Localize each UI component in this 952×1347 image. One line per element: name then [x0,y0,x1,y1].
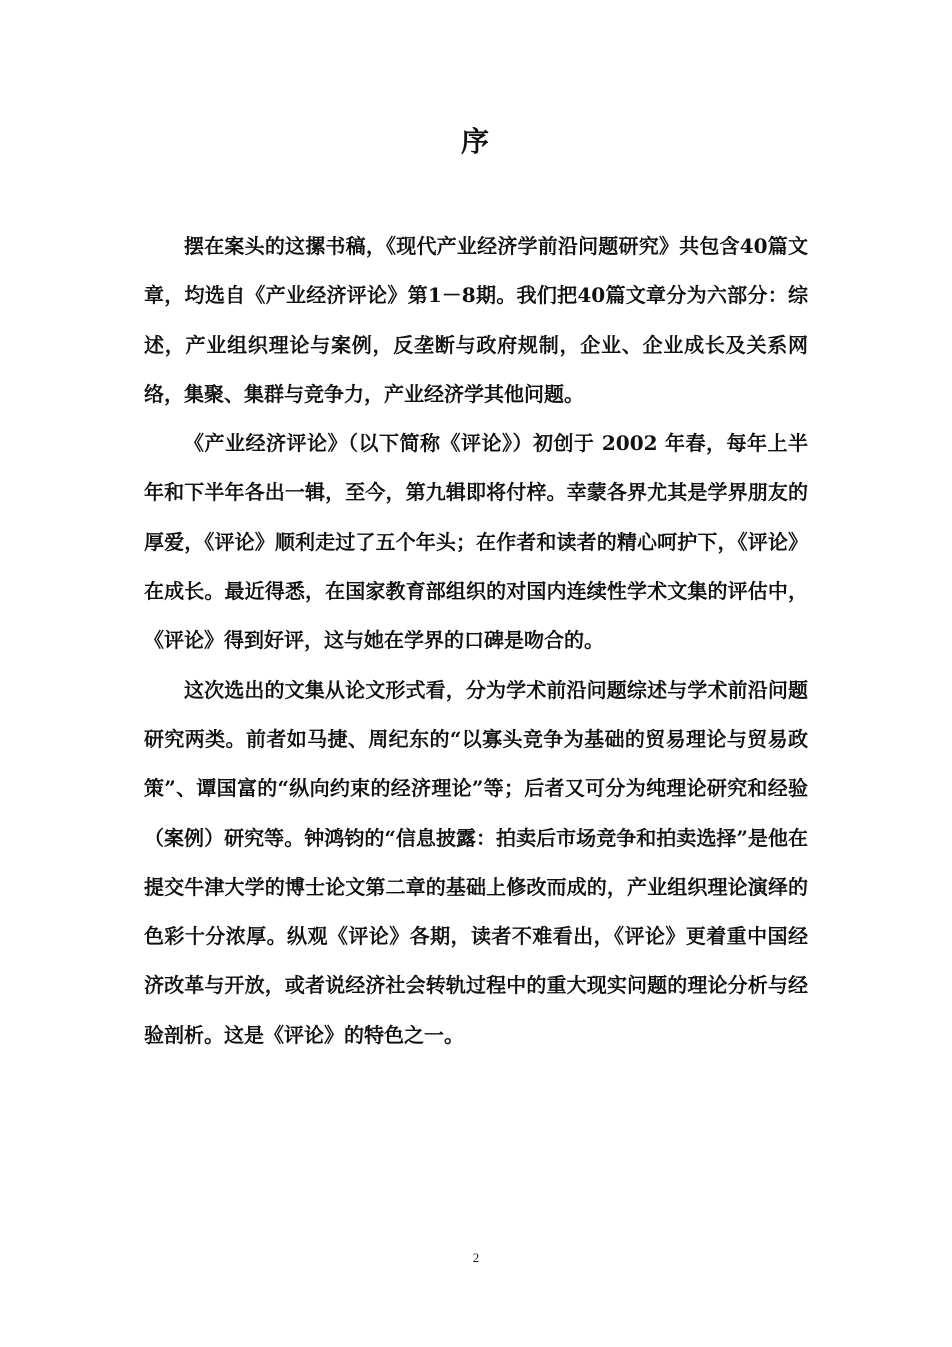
page-title: 序 [460,125,491,158]
page-number: 2 [472,1250,480,1265]
paragraph-2: 《产业经济评论》（以下简称《评论》）初创于 2002 年春，每年上半年和下半年各出一辑，至今，第九辑即将付梓。幸蒙各界尤其是学界朋友的厚爱，《评论》顺利走过了五个年头；在作者和读者的精心呵护下，《评论》在成长。最近得悉，在国家教育部组织的对国内连续性学术文集的评估中，《评论》得到好评，这与她在学界的口碑是吻合的。 [144,431,808,653]
paragraph-3: 这次选出的文集从论文形式看，分为学术前沿问题综述与学术前沿问题研究两类。前者如马捷、周纪东的“以寡头竞争为基础的贸易理论与贸易政策”、谭国富的“纵向约束的经济理论”等；后者又可分为纯理论研究和经验（案例）研究等。钟鸿钧的“信息披露：拍卖后市场竞争和拍卖选择”是他在提交牛津大学的博士论文第二章的基础上修改而成的，产业组织理论演绎的色彩十分浓厚。纵观《评论》各期，读者不难看出，《评论》更着重中国经济改革与开放，或者说经济社会转轨过程中的重大现实问题的理论分析与经验剖析。这是《评论》的特色之一。 [144,677,808,1047]
preface-body [144,222,808,1060]
paragraph-1: 摆在案头的这摞书稿，《现代产业经济学前沿问题研究》共包含40篇文章，均选自《产业经济评论》第1－8期。我们把40篇文章分为六部分：综述，产业组织理论与案例，反垄断与政府规制，企业、企业成长及关系网络，集聚、集群与竞争力，产业经济学其他问题。 [144,234,808,406]
